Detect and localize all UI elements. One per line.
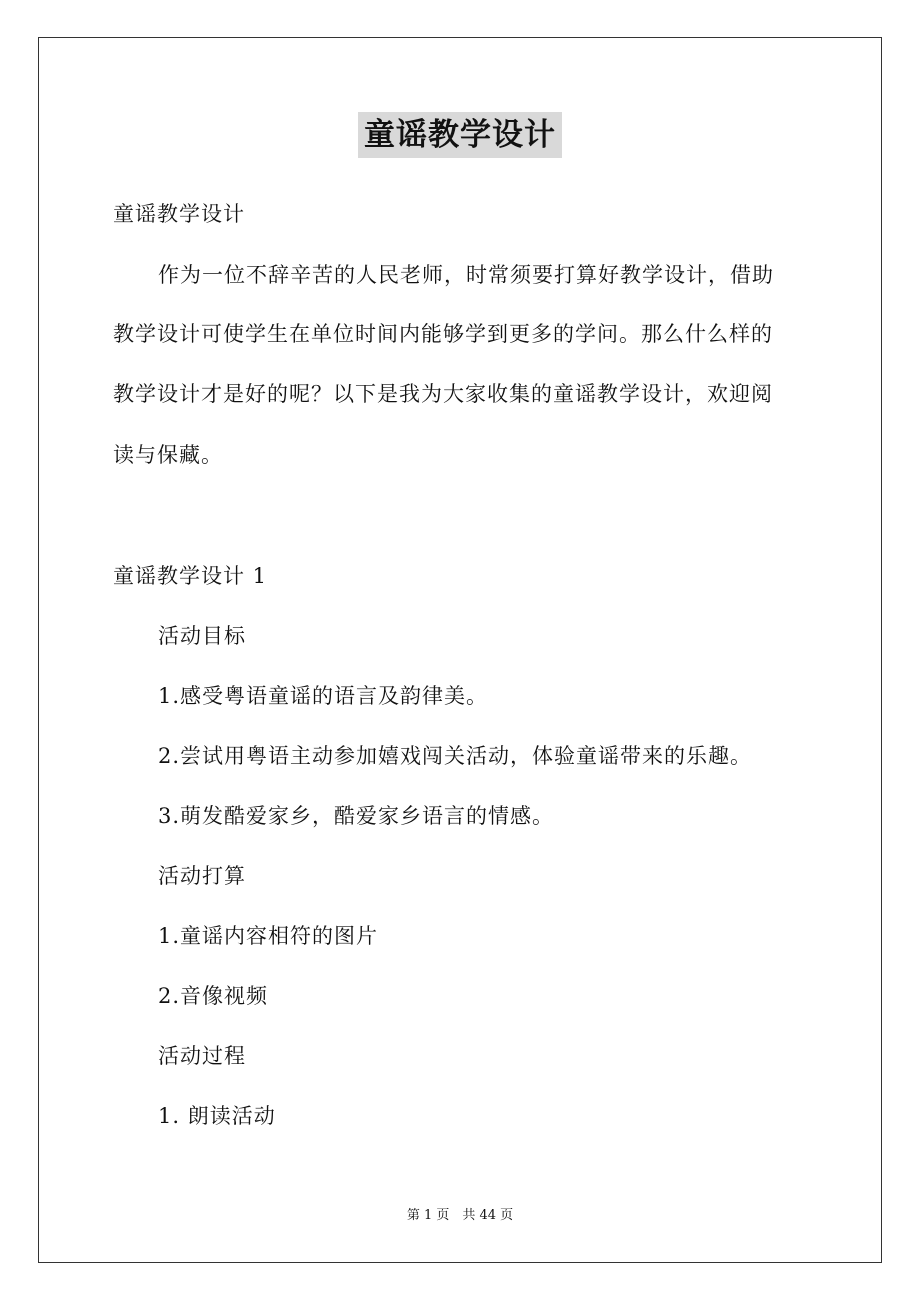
title-wrap [0, 112, 920, 158]
intro-line: 教学设计才是好的呢？以下是我为大家收集的童谣教学设计，欢迎阅 [113, 382, 773, 406]
list-item: 2.尝试用粤语主动参加嬉戏闯关活动，体验童谣带来的乐趣。 [158, 744, 753, 768]
list-item: 1.童谣内容相符的图片 [158, 924, 379, 948]
intro-line: 作为一位不辞辛苦的人民老师，时常须要打算好教学设计，借助 [158, 263, 774, 287]
list-item: 1. 朗读活动 [158, 1104, 276, 1128]
intro-line: 读与保藏。 [113, 443, 223, 467]
list-item: 2.音像视频 [158, 984, 269, 1008]
list-item: 活动过程 [158, 1044, 246, 1068]
list-item: 活动目标 [158, 624, 246, 648]
list-item: 1.感受粤语童谣的语言及韵律美。 [158, 684, 489, 708]
subtitle: 童谣教学设计 [113, 202, 245, 226]
list-item: 3.萌发酷爱家乡，酷爱家乡语言的情感。 [158, 804, 555, 828]
page-footer: 第 1 页 共 44 页 [406, 1208, 514, 1223]
document-title: 童谣教学设计 [358, 112, 562, 158]
intro-line: 教学设计可使学生在单位时间内能够学到更多的学问。那么什么样的 [113, 322, 773, 346]
section-title: 童谣教学设计 1 [113, 564, 268, 588]
list-item: 活动打算 [158, 864, 246, 888]
